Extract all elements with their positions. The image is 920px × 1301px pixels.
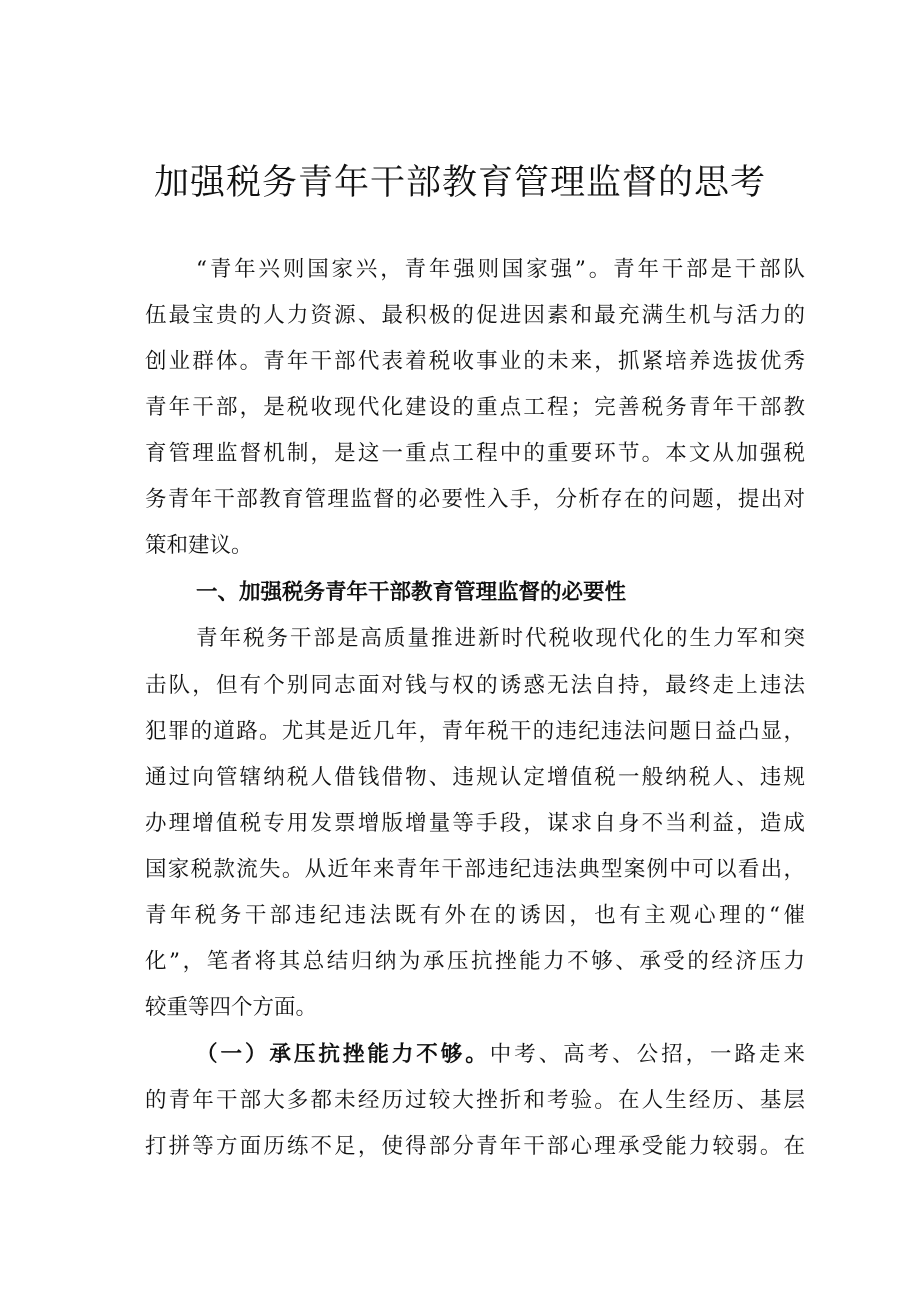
- section1-line-7: 青年税务干部违纪违法既有外在的诱因，也有主观心理的“催: [145, 903, 805, 928]
- subsection-heading-1: （一）承压抗挫能力不够。: [196, 1042, 490, 1067]
- subsection1-line-1: [196, 1040, 805, 1070]
- intro-line-6: 务青年干部教育管理监督的必要性入手，分析存在的问题，提出对: [145, 487, 805, 512]
- subsection1-line-1-text: 中考、高考、公招，一路走来: [489, 1042, 805, 1067]
- intro-line-4: 青年干部，是税收现代化建设的重点工程；完善税务青年干部教: [145, 395, 805, 420]
- subsection1-line-3: 打拼等方面历练不足，使得部分青年干部心理承受能力较弱。在: [145, 1134, 805, 1159]
- section1-line-2: 击队，但有个别同志面对钱与权的诱惑无法自持，最终走上违法: [145, 673, 805, 698]
- section1-line-4: 通过向管辖纳税人借钱借物、违规认定增值税一般纳税人、违规: [145, 765, 805, 790]
- subsection1-line-2: 的青年干部大多都未经历过较大挫折和考验。在人生经历、基层: [145, 1088, 805, 1113]
- section-heading-1: 一、加强税务青年干部教育管理监督的必要性: [196, 580, 627, 605]
- intro-line-2: 伍最宝贵的人力资源、最积极的促进因素和最充满生机与活力的: [145, 303, 805, 328]
- section1-line-3: 犯罪的道路。尤其是近几年，青年税干的违纪违法问题日益凸显，: [145, 719, 805, 744]
- section1-line-9: 较重等四个方面。: [145, 995, 318, 1020]
- intro-line-7: 策和建议。: [145, 533, 253, 558]
- section1-line-1: 青年税务干部是高质量推进新时代税收现代化的生力军和突: [196, 626, 805, 651]
- document-title: 加强税务青年干部教育管理监督的思考: [153, 163, 766, 203]
- section1-line-6: 国家税款流失。从近年来青年干部违纪违法典型案例中可以看出，: [145, 857, 805, 882]
- intro-line-1: “青年兴则国家兴，青年强则国家强”。青年干部是干部队: [196, 257, 805, 282]
- section1-line-5: 办理增值税专用发票增版增量等手段，谋求自身不当利益，造成: [145, 811, 805, 836]
- section1-line-8: 化”，笔者将其总结归纳为承压抗挫能力不够、承受的经济压力: [145, 949, 805, 974]
- intro-line-3: 创业群体。青年干部代表着税收事业的未来，抓紧培养选拔优秀: [145, 349, 805, 374]
- intro-line-5: 育管理监督机制，是这一重点工程中的重要环节。本文从加强税: [145, 441, 805, 466]
